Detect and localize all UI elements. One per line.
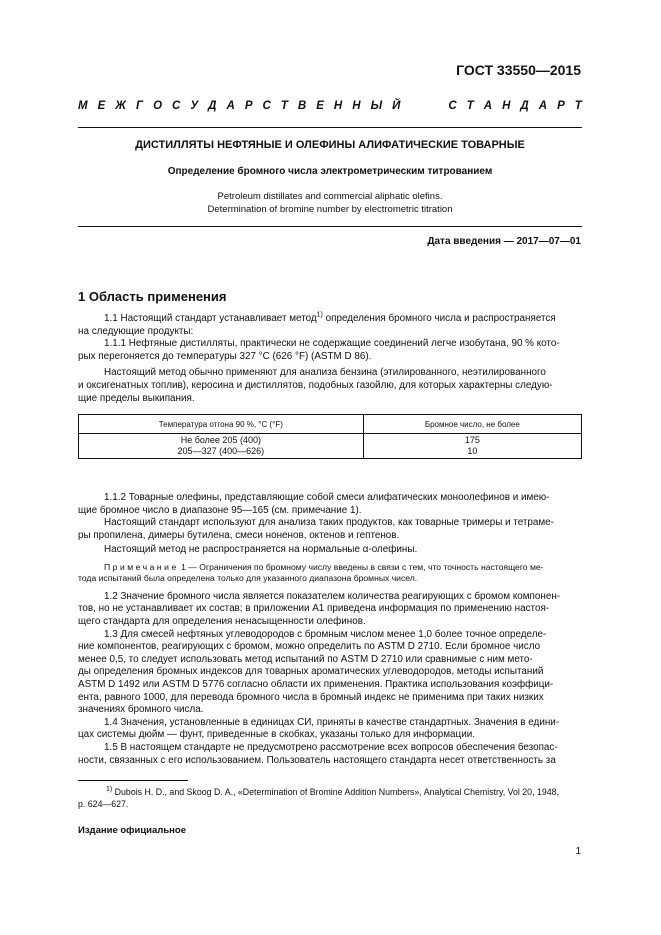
paragraph: 1.1.2 Товарные олефины, представляющие собой смеси алифатических моноолефинов и имею-	[104, 492, 550, 503]
cell-line: 10	[467, 446, 478, 456]
note-label: Примечание	[104, 561, 179, 572]
paragraph-cont: тов, но не устанавливает их состав; в приложении А1 приведена информация по применению настоя-	[78, 603, 550, 615]
paragraph-cont: ние компонентов, реагирующих с бромом, можно определить по ASTM D 2710. Если бромное число	[78, 641, 541, 653]
title-divider	[78, 226, 582, 227]
heading-letter: С	[172, 100, 181, 112]
footnote-line: p. 624—627.	[78, 799, 129, 809]
heading-letter: О	[153, 100, 163, 112]
document-title: ДИСТИЛЛЯТЫ НЕФТЯНЫЕ И ОЛЕФИНЫ АЛИФАТИЧЕСКИЕ ТОВАРНЫЕ	[135, 139, 525, 151]
paragraph-cont: ента, равного 1000, для перевода бромного числа в бромный индекс не применима при таких низких	[78, 691, 544, 703]
paragraph: 1.3 Для смесей нефтяных углеводородов с бромным числом менее 1,0 более точное определе-	[104, 628, 547, 640]
table-cell	[363, 434, 581, 459]
note-line: тода испытаний была определена только для указанного диапазона бромных чисел.	[78, 573, 418, 584]
top-divider	[78, 127, 582, 128]
word-gap	[410, 100, 438, 112]
table-header-cell: Бромное число, не более	[363, 415, 581, 434]
paragraph-cont: щие бромное число в диапазоне 95—165 (см. примечание 1).	[78, 504, 362, 516]
official-edition-label: Издание официальное	[78, 825, 186, 836]
paragraph-cont: значениях бромного числа.	[78, 704, 204, 716]
text-run: Dubois H. D., and Skoog D. A., «Determination of Bromine Addition Numbers», Analytical Chemistry, Vol 20, 1948,	[112, 787, 559, 797]
boiling-range-table	[78, 414, 582, 459]
text-run: определения бромного числа и распространяется	[322, 313, 556, 324]
paragraph: Настоящий метод обычно применяют для анализа бензина (этилированного, неэтилированного	[104, 367, 546, 379]
footnote-line	[78, 786, 582, 798]
cell-line: 175	[464, 435, 480, 445]
heading-letter: Т	[574, 100, 582, 112]
paragraph-cont: рых перегоняется до температуры 327 °С (626 °F) (ASTM D 86).	[78, 350, 372, 362]
document-code: ГОСТ 33550—2015	[456, 62, 581, 78]
heading-letter: Д	[520, 100, 529, 112]
footnote-divider	[78, 780, 188, 781]
section-body-bottom	[78, 492, 582, 767]
paragraph: 1.5 В настоящем стандарте не предусмотрено рассмотрение всех вопросов обеспечения безопас-	[104, 741, 558, 753]
note	[78, 562, 582, 585]
heading-letter: Р	[557, 100, 565, 112]
standard-type-heading	[78, 100, 582, 112]
heading-letter: Т	[466, 100, 474, 112]
heading-letter: Д	[208, 100, 217, 112]
paragraph-cont: менее 0,5, то следует использовать метод испытаний по ASTM D 2710 или сравнимые с ним мето-	[78, 653, 533, 665]
heading-letter: Е	[316, 100, 324, 112]
section-body-top	[78, 313, 582, 405]
text-run: 1 — Ограничения по бромному числу введены в связи с тем, что точность настоящего ме-	[178, 561, 544, 572]
table-row	[79, 434, 582, 459]
paragraph-cont: ASTM D 1492 или ASTM D 5776 согласно области их применения. Практика использования коэффици-	[78, 678, 554, 690]
paragraph-cont: ды определения бромных индексов для товарных ароматических углеводородов, методы испытаний	[78, 666, 544, 678]
english-title-line: Determination of bromine number by electrometric titration	[207, 204, 453, 215]
heading-letter: Н	[333, 100, 343, 112]
table-header-row	[79, 415, 582, 434]
paragraph: Настоящий стандарт используют для анализа таких продуктов, как товарные тримеры и тетраме-	[104, 517, 554, 529]
footnote	[78, 786, 582, 810]
paragraph-cont: щего стандарта для определения ненасыщенности олефинов.	[78, 615, 366, 627]
paragraph: Настоящий метод не распространяется на нормальные α-олефины.	[104, 544, 418, 556]
note-line	[78, 562, 582, 573]
heading-letter: С	[262, 100, 271, 112]
heading-letter: Е	[97, 100, 106, 112]
heading-letter: Р	[244, 100, 253, 112]
heading-letter: Н	[352, 100, 361, 112]
heading-letter: Й	[392, 100, 401, 112]
table-cell	[79, 434, 364, 459]
cell-line: 205—327 (400—626)	[177, 446, 265, 456]
heading-letter: Ж	[115, 100, 126, 112]
heading-letter: А	[226, 100, 235, 112]
paragraph: 1.2 Значение бромного числа является показателем количества реагирующих с бромом компонен-	[104, 590, 561, 602]
paragraph-cont: ности, связанных с его использованием. Пользователь настоящего стандарта несет ответственность за	[78, 754, 556, 766]
english-title	[78, 190, 582, 216]
heading-letter: Г	[135, 100, 144, 112]
heading-letter: Ы	[370, 100, 383, 112]
cell-line: Не более 205 (400)	[180, 435, 261, 445]
english-title-line: Petroleum distillates and commercial aliphatic olefins.	[217, 191, 443, 202]
heading-letter: А	[483, 100, 493, 112]
footnote-mark: 1)	[106, 786, 113, 794]
paragraph-cont: щие пределы выкипания.	[78, 392, 195, 404]
heading-letter: У	[190, 100, 199, 112]
footnote-ref: 1)	[316, 311, 323, 319]
paragraph-cont: и оксигенатных топлив), керосина и дистиллятов, подобных газойлю, для которых характерны следую-	[78, 379, 553, 391]
paragraph-cont: цах системы дюйм — фунт, приведенные в скобках, указаны только для информации.	[78, 729, 475, 741]
paragraph-cont: ры пропилена, димеры бутилена, смеси ноненов, октенов и гептенов.	[78, 529, 400, 541]
introduction-date: Дата введения — 2017—07—01	[427, 236, 581, 247]
heading-letter: Н	[502, 100, 511, 112]
heading-letter: Т	[280, 100, 288, 112]
heading-letter: А	[538, 100, 548, 112]
heading-letter: С	[448, 100, 457, 112]
text-run: 1.1 Настоящий стандарт устанавливает метод	[104, 313, 317, 324]
paragraph: 1.1.1 Нефтяные дистилляты, практически не содержащие соединений легче изобутана, 90 % кото-	[104, 338, 560, 350]
page-number: 1	[575, 846, 581, 857]
paragraph: 1.4 Значения, установленные в единицах СИ, приняты в качестве стандартных. Значения в едини-	[104, 716, 560, 728]
document-subtitle: Определение бромного числа электрометрическим титрованием	[167, 166, 493, 177]
heading-letter: М	[78, 100, 88, 112]
section-heading: 1 Область применения	[78, 289, 227, 304]
paragraph	[78, 313, 582, 326]
table-header-cell: Температура отгона 90 %, °С (°F)	[79, 415, 364, 434]
paragraph-cont: на следующие продукты:	[78, 325, 194, 337]
heading-letter: В	[297, 100, 307, 112]
